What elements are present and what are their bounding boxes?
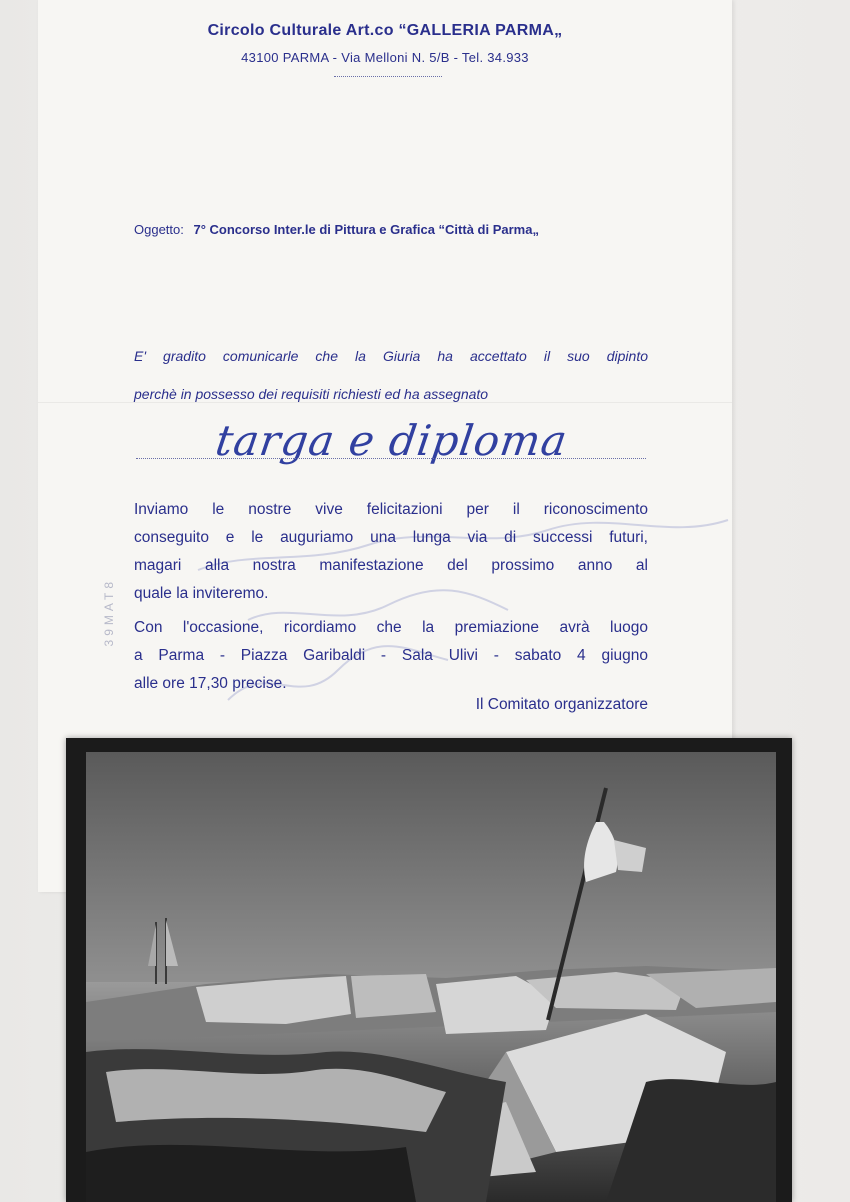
- subject-line: [134, 222, 539, 237]
- body-line-2: conseguito e le auguriamo una lunga via di successi futuri,: [134, 529, 648, 546]
- body-line-1: Inviamo le nostre vive felicitazioni per il riconoscimento: [134, 501, 648, 518]
- handwritten-award: targa e diploma: [212, 416, 571, 465]
- painting-photograph: [66, 738, 792, 1202]
- date-stamp: 39MAT8: [102, 578, 116, 647]
- body-line-3: magari alla nostra manifestazione del prossimo anno al: [134, 557, 648, 574]
- painting-image: [86, 752, 776, 1202]
- letterhead-rule: [334, 76, 442, 77]
- intro-paragraph: [134, 346, 648, 404]
- body-line-4: quale la inviteremo.: [134, 585, 269, 602]
- body-line-7: alle ore 17,30 precise.: [134, 675, 287, 692]
- body-line-5: Con l'occasione, ricordiamo che la premiazione avrà luogo: [134, 619, 648, 636]
- letterhead-address: 43100 PARMA - Via Melloni N. 5/B - Tel. 34.933: [241, 50, 529, 65]
- subject-text: 7° Concorso Inter.le di Pittura e Grafica “Città di Parma„: [193, 222, 539, 237]
- award-dotted-line: [136, 458, 646, 459]
- intro-line-2: perchè in possesso dei requisiti richiesti ed ha assegnato: [134, 386, 489, 402]
- letterhead-title: Circolo Culturale Art.co “GALLERIA PARMA„: [207, 22, 563, 39]
- signature-line: Il Comitato organizzatore: [475, 696, 648, 713]
- intro-line-1: E' gradito comunicarle che la Giuria ha accettato il suo dipinto: [134, 348, 648, 364]
- subject-label: Oggetto:: [134, 222, 184, 237]
- letter-body: [134, 496, 648, 698]
- body-line-6: a Parma - Piazza Garibaldi - Sala Ulivi - sabato 4 giugno: [134, 647, 648, 664]
